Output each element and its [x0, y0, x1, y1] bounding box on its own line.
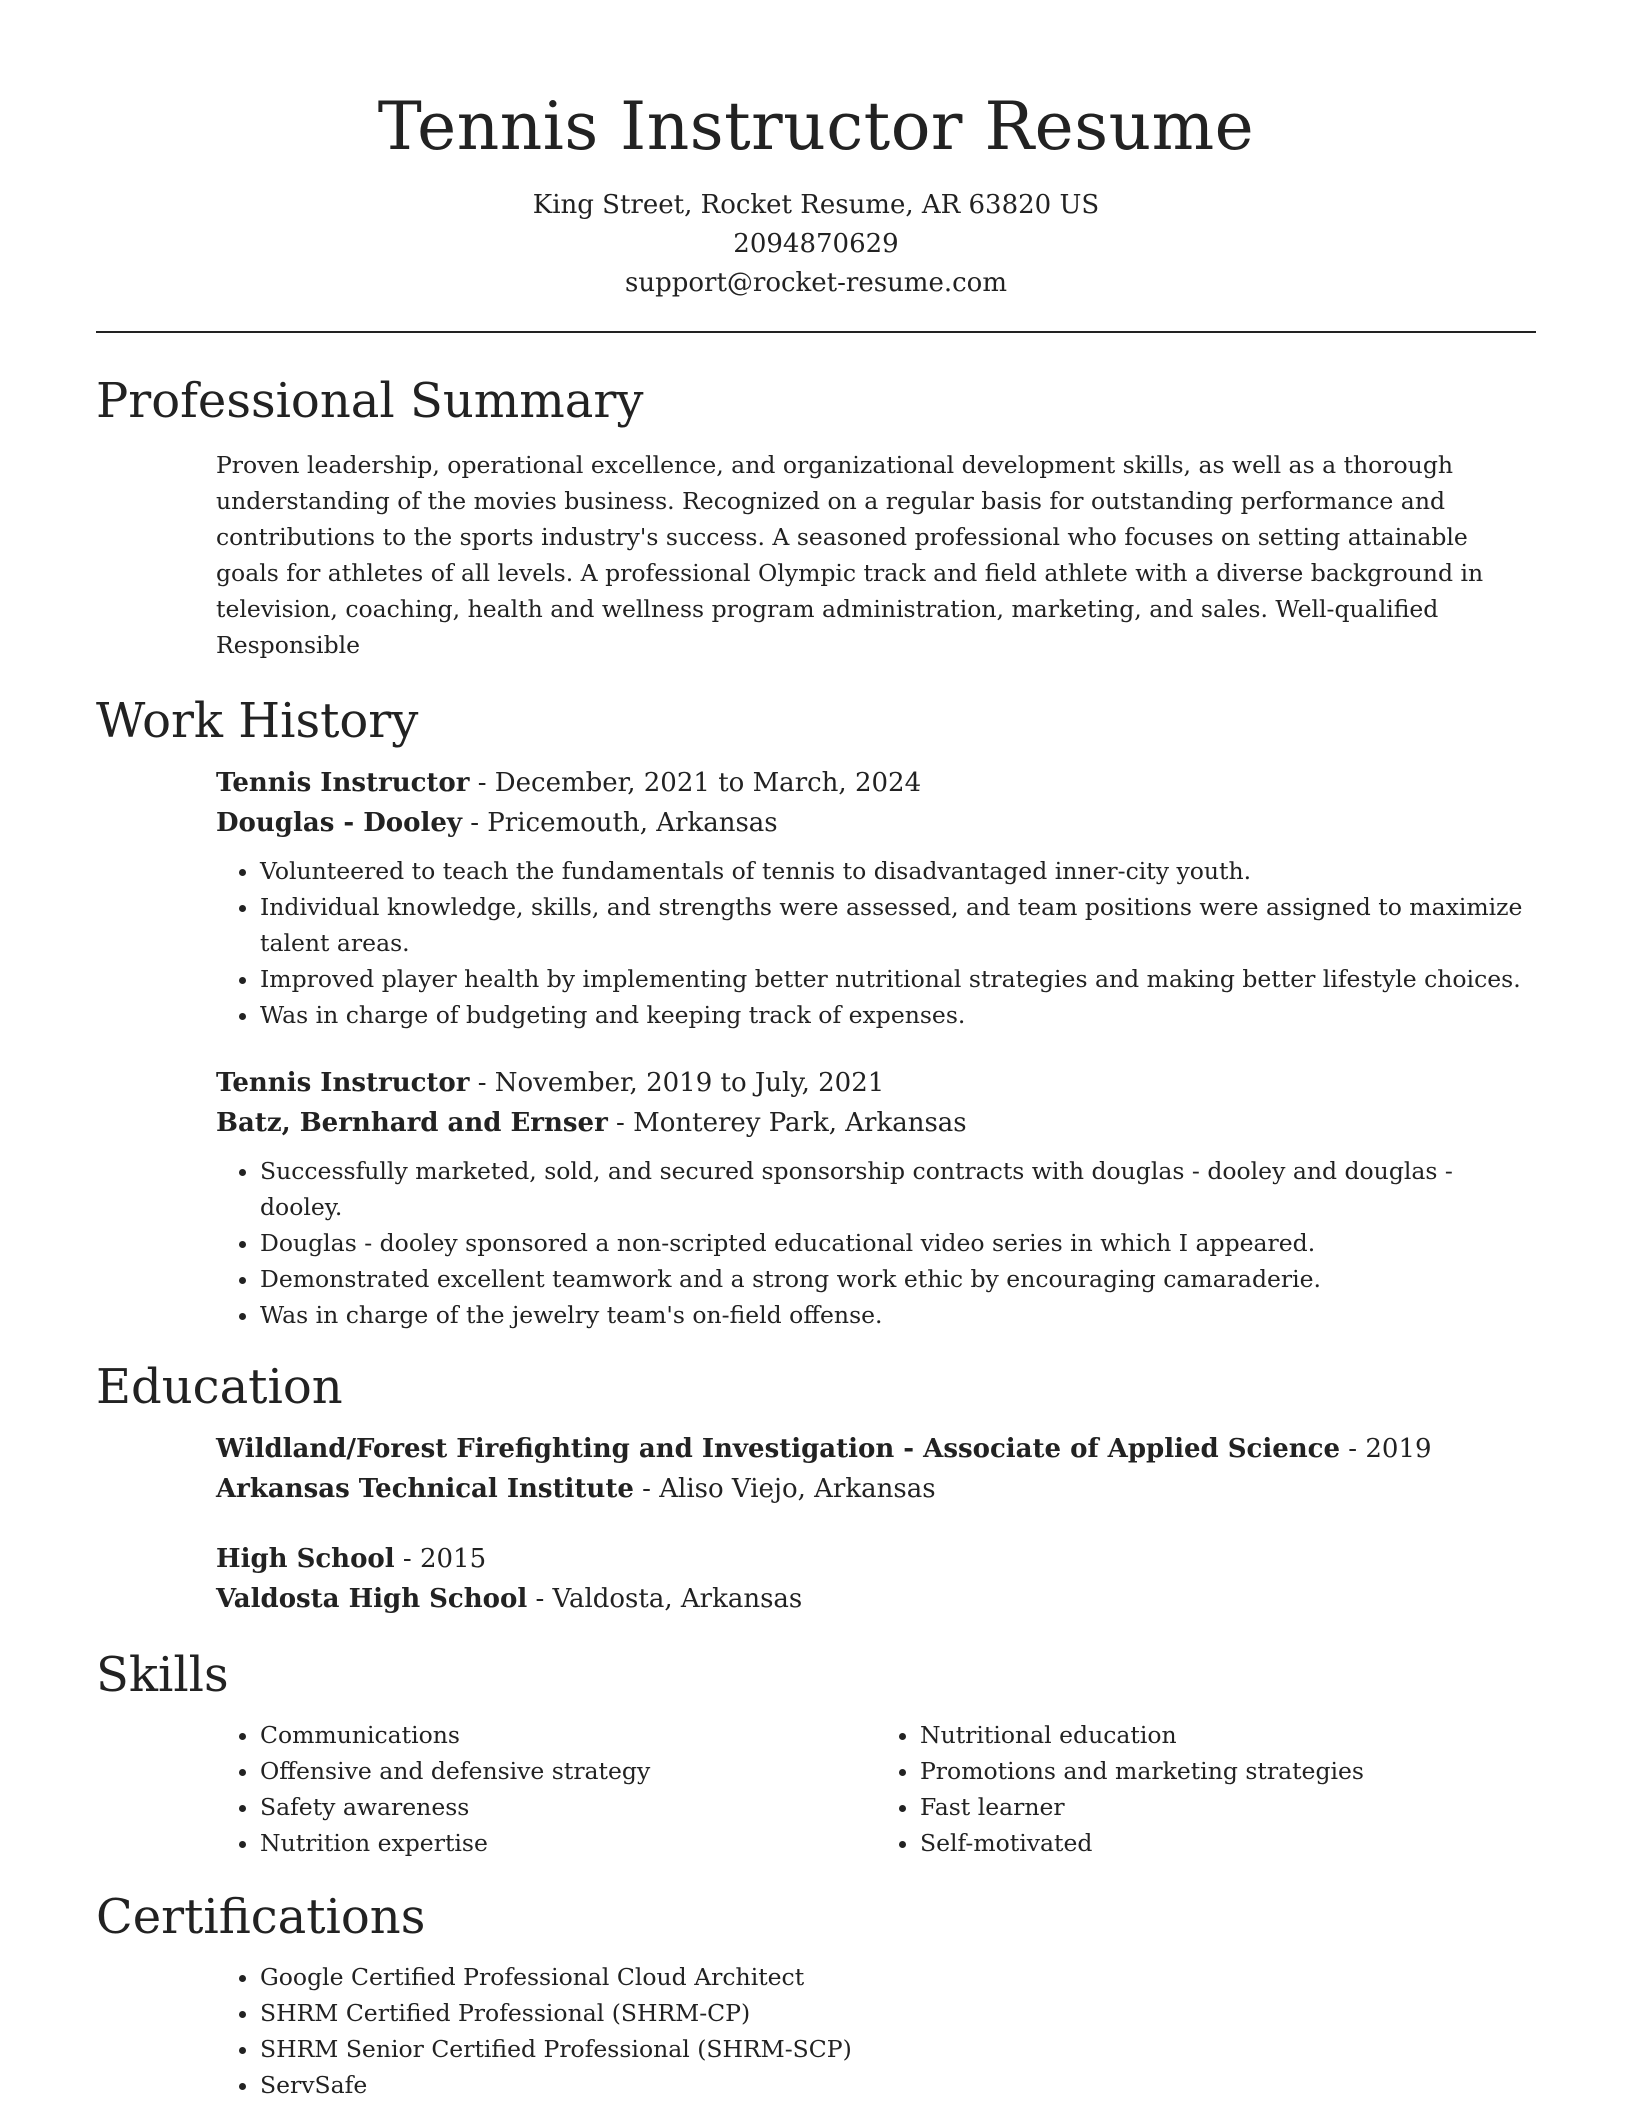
work-section: [96, 689, 1536, 1333]
skill-item: • Safety awareness: [260, 1789, 876, 1825]
certification-item: • SHRM Senior Certified Professional (SHRM-SCP): [260, 2031, 1536, 2067]
education-school-line: [216, 1579, 1536, 1619]
job-location: - Monterey Park, Arkansas: [607, 1108, 967, 1138]
job-company: Batz, Bernhard and Ernser: [216, 1108, 608, 1138]
education-school-line: [216, 1469, 1536, 1509]
job-bullet: • Improved player health by implementing better nutritional strategies and making better lifestyle choices.: [260, 961, 1536, 997]
skill-item: • Communications: [260, 1717, 876, 1753]
job-title-line: [216, 1063, 1536, 1103]
contact-block: [96, 186, 1536, 303]
contact-address: King Street, Rocket Resume, AR 63820 US: [532, 190, 1100, 220]
certifications-list: [216, 1959, 1536, 2103]
job-bullets: [216, 853, 1536, 1033]
skill-item: • Promotions and marketing strategies: [920, 1753, 1536, 1789]
summary-section: [96, 369, 1536, 663]
education-degree: High School: [216, 1544, 395, 1574]
resume-title: Tennis Instructor Resume: [377, 88, 1255, 165]
summary-heading: Professional Summary: [96, 373, 644, 429]
certifications-section: [96, 1885, 1536, 2103]
education-location: - Valdosta, Arkansas: [527, 1584, 803, 1614]
job-entry: [216, 763, 1536, 1033]
skills-list-left: [216, 1717, 876, 1861]
job-bullet: • Douglas - dooley sponsored a non-scripted educational video series in which I appeared.: [260, 1225, 1536, 1261]
job-bullet: • Was in charge of the jewelry team's on-field offense.: [260, 1297, 1536, 1333]
job-bullets: [216, 1153, 1536, 1333]
certifications-heading: Certifications: [96, 1889, 426, 1945]
job-dates: - December, 2021 to March, 2024: [469, 768, 922, 798]
education-degree-line: [216, 1539, 1536, 1579]
job-location: - Pricemouth, Arkansas: [461, 808, 778, 838]
job-title: Tennis Instructor: [216, 1068, 470, 1098]
summary-text: Proven leadership, operational excellence, and organizational development skills, as well as a thorough understanding of the movies business. Recognized on a regular basis for outstanding performance and contributions to the sports industry's success. A seasoned professional who focuses on setting attainable goals for athletes of all levels. A professional Olympic track and field athlete with a diverse background in television, coaching, health and wellness program administration, marketing, and sales. Well-qualified Responsible: [216, 451, 1484, 659]
skills-heading: Skills: [96, 1647, 229, 1703]
skills-section: [96, 1643, 1536, 1861]
job-title-line: [216, 763, 1536, 803]
education-degree: Wildland/Forest Firefighting and Investigation - Associate of Applied Science: [216, 1434, 1341, 1464]
skill-item: • Nutrition expertise: [260, 1825, 876, 1861]
certification-item: • Google Certified Professional Cloud Architect: [260, 1959, 1536, 1995]
skill-item: • Nutritional education: [920, 1717, 1536, 1753]
education-entry: [216, 1429, 1536, 1509]
job-dates: - November, 2019 to July, 2021: [469, 1068, 885, 1098]
header-divider: [96, 331, 1536, 333]
education-school: Valdosta High School: [216, 1584, 528, 1614]
certification-item: • ServSafe: [260, 2067, 1536, 2103]
education-year: - 2015: [394, 1544, 487, 1574]
education-year: - 2019: [1340, 1434, 1432, 1464]
work-heading: Work History: [96, 693, 419, 749]
job-bullet: • Was in charge of budgeting and keeping track of expenses.: [260, 997, 1536, 1033]
skill-item: • Self-motivated: [920, 1825, 1536, 1861]
job-title: Tennis Instructor: [216, 768, 470, 798]
skill-item: • Fast learner: [920, 1789, 1536, 1825]
job-bullet: • Volunteered to teach the fundamentals of tennis to disadvantaged inner-city youth.: [260, 853, 1536, 889]
job-company: Douglas - Dooley: [216, 808, 462, 838]
job-bullet: • Individual knowledge, skills, and strengths were assessed, and team positions were assigned to maximize talent areas.: [260, 889, 1536, 961]
education-school: Arkansas Technical Institute: [216, 1474, 634, 1504]
contact-email: support@rocket-resume.com: [624, 268, 1007, 298]
contact-phone: 2094870629: [733, 229, 899, 259]
job-company-line: [216, 803, 1536, 843]
resume-page: [96, 0, 1536, 2103]
education-entry: [216, 1539, 1536, 1619]
skills-list-right: [876, 1717, 1536, 1861]
education-heading: Education: [96, 1359, 343, 1415]
skill-item: • Offensive and defensive strategy: [260, 1753, 876, 1789]
certification-item: • SHRM Certified Professional (SHRM-CP): [260, 1995, 1536, 2031]
education-location: - Aliso Viejo, Arkansas: [633, 1474, 936, 1504]
job-bullet: • Successfully marketed, sold, and secured sponsorship contracts with douglas - dooley and douglas - dooley.: [260, 1153, 1536, 1225]
education-degree-line: [216, 1429, 1536, 1469]
education-section: [96, 1355, 1536, 1619]
skills-columns: [216, 1707, 1536, 1861]
job-bullet: • Demonstrated excellent teamwork and a strong work ethic by encouraging camaraderie.: [260, 1261, 1536, 1297]
job-entry: [216, 1063, 1536, 1333]
job-company-line: [216, 1103, 1536, 1143]
